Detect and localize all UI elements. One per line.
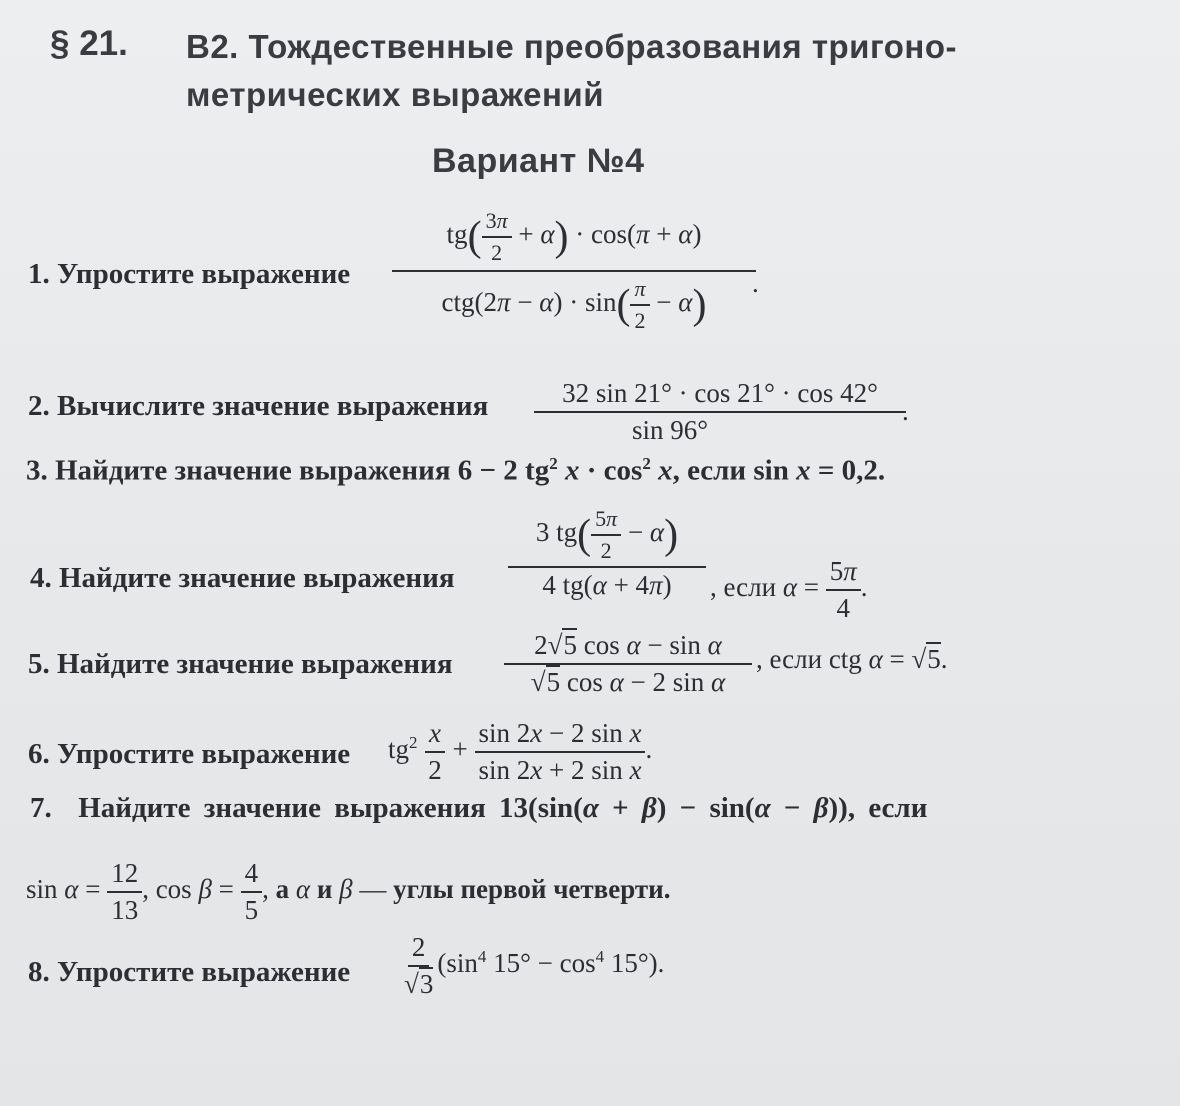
page-title-line2: метрических выражений — [186, 76, 604, 113]
task-6-label: 6. Упростите выражение — [28, 738, 351, 770]
section-number: § 21. — [50, 24, 128, 63]
task-5-label: 5. Найдите значение выражения — [28, 648, 453, 680]
task-5-condition: , если ctg α = √5. — [756, 644, 948, 674]
page-title-line1: B2. Тождественные преобразования тригоно- — [186, 28, 958, 65]
task-7-line2: sin α = $\frac{12}{13}$ , cos β = $\frac{4}{5}$ , а α и β — углы первой четверти. — [26, 858, 671, 925]
task-1-label: 1. Упростите выражение — [28, 258, 351, 290]
task-2-fraction: 32 sin 21° · cos 21° · cos 42° sin 96° — [534, 378, 906, 446]
task-8-label: 8. Упростите выражение — [28, 956, 351, 988]
task-4-label: 4. Найдите значение выражения — [30, 562, 455, 594]
task-8-expression: $\frac{2}{√3}$ ($\sin^4$ $15^\circ - \cos^4 15^\circ$). — [404, 932, 665, 999]
task-4-condition: , если α = $\frac{5\pi}{4}$ . — [710, 556, 868, 623]
task-4-fraction: 3 tg( $\frac{5\pi}{2}$ − α) 4 tg(α + 4π) — [508, 506, 706, 601]
task-5-fraction: 2√5 cos α − sin α √5 cos α − 2 sin α — [504, 630, 752, 698]
task-6-expression: $tg^2$ $\frac{x}{2}$ + $\frac{\text{sin 2x − 2 sin x}}{\text{sin 2x + 2 sin x}}$ . — [388, 718, 653, 785]
task-7-line1: 7. Найдите значение выражения 13(sin(α + β) − sin(α − β)), если — [30, 792, 928, 824]
task-3-text: 3. Найдите значение выражения 6 − 2 $tg^2$ $x \cdot \cos^2 x$, если sin x = 0,2. — [26, 454, 886, 487]
task-2-label: 2. Вычислите значение выражения — [28, 390, 489, 422]
task-1-fraction: tg( $\frac{3\pi}{2}$ + α) · cos(π + α) ctg(2π − α) · sin( $\frac{\pi}{2}$ − α) — [392, 208, 756, 334]
variant-heading: Вариант №4 — [432, 142, 645, 180]
